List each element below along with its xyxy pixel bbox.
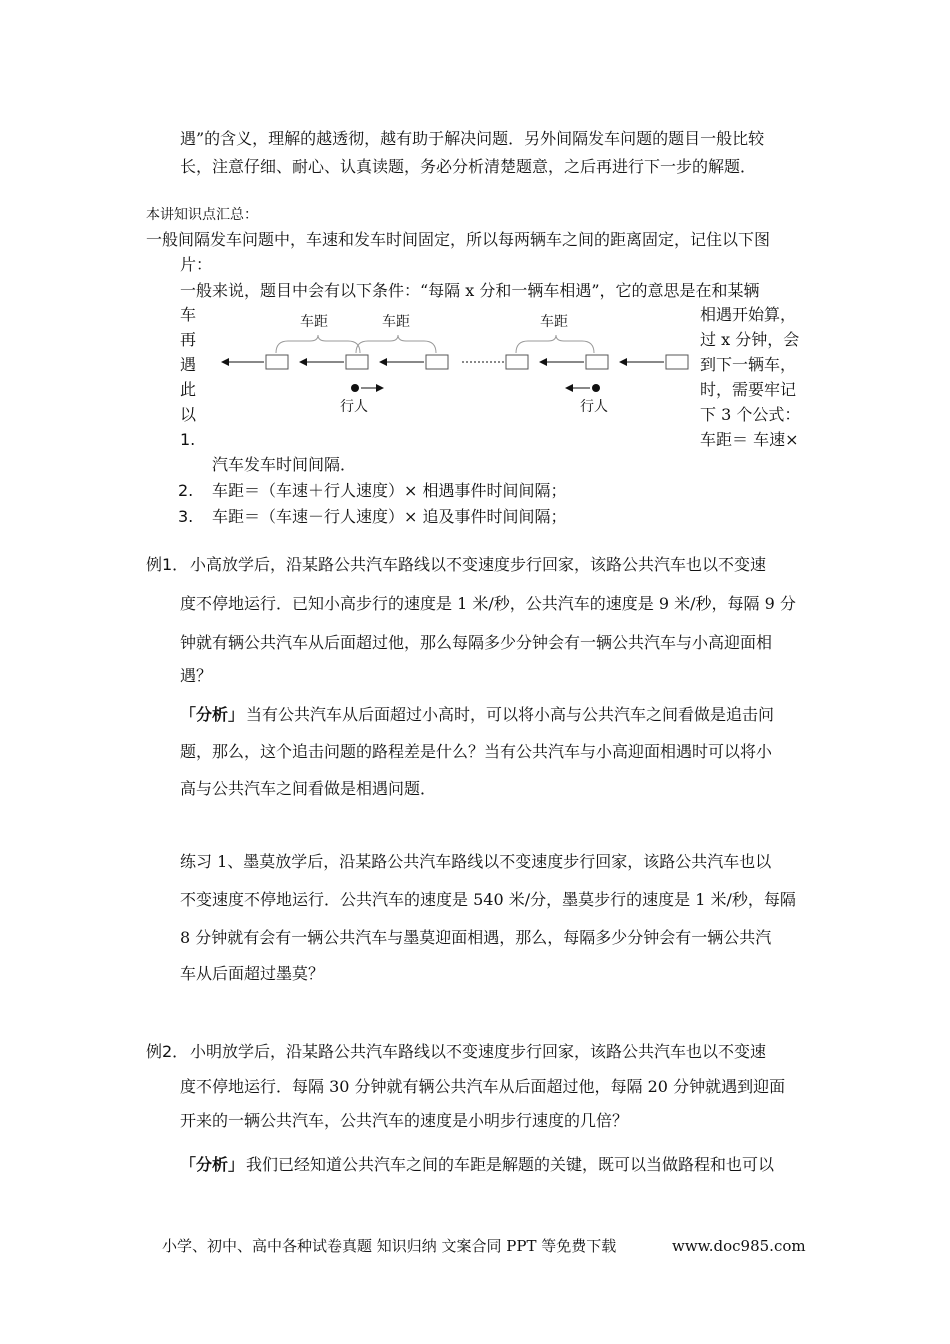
bus-4 xyxy=(506,355,528,369)
walker-label-2: 行人 xyxy=(580,399,608,415)
bus-3 xyxy=(426,355,448,369)
example-2-label: 例2． xyxy=(146,1042,189,1061)
left-col-char: 车 xyxy=(180,305,197,324)
example-2-line-3: 开来的一辆公共汽车，公共汽车的速度是小明步行速度的几倍？ xyxy=(180,1111,629,1130)
distance-brace-3 xyxy=(516,335,594,353)
example-1-label: 例1． xyxy=(146,555,189,574)
practice-1-line-1: 练习 1、墨莫放学后，沿某路公共汽车路线以不变速度步行回家，该路公共汽车也以 xyxy=(180,852,772,871)
example-1-analysis-line-1: 当有公共汽车从后面超过小高时，可以将小高与公共汽车之间看做是追击问 xyxy=(246,705,775,724)
formula-3-number: 3. xyxy=(178,507,194,526)
bus-5 xyxy=(586,355,608,369)
formula-1-continuation: 汽车发车时间间隔． xyxy=(212,455,357,474)
walker-dot-2 xyxy=(592,384,600,392)
formula-1-start: 车距＝ 车速× xyxy=(700,430,799,449)
footer-text: 小学、初中、高中各种试卷真题 知识归纳 文案合同 PPT 等免费下载 xyxy=(162,1237,617,1255)
bus-6 xyxy=(666,355,688,369)
practice-1-line-3: 8 分钟就有会有一辆公共汽车与墨莫迎面相遇，那么，每隔多少分钟会有一辆公共汽 xyxy=(180,928,772,947)
distance-label-2: 车距 xyxy=(382,314,410,330)
example-1-analysis-line-2: 题，那么，这个追击问题的路程差是什么？当有公共汽车与小高迎面相遇时可以将小 xyxy=(180,742,773,761)
distance-label-3: 车距 xyxy=(540,314,568,330)
distance-brace-1 xyxy=(276,335,360,353)
intro-line-2: 长，注意仔细、耐心、认真读题，务必分析清楚题意，之后再进行下一步的解题． xyxy=(180,157,757,176)
practice-1-line-4: 车从后面超过墨莫？ xyxy=(180,964,325,983)
summary-p2-line-1: 一般来说，题目中会有以下条件：“每隔 x 分和一辆车相遇”，它的意思是在和某辆 xyxy=(180,281,760,300)
left-col-char: 以 xyxy=(180,405,197,424)
example-2-analysis-line-1: 我们已经知道公共汽车之间的车距是解题的关键，既可以当做路程和也可以 xyxy=(246,1155,775,1174)
walker-dot-1 xyxy=(351,384,359,392)
bus-2 xyxy=(346,355,368,369)
example-1-line-2: 度不停地运行．已知小高步行的速度是 1 米/秒，公共汽车的速度是 9 米/秒，每隔 9 分 xyxy=(180,594,796,613)
formula-3: 车距＝（车速－行人速度）× 追及事件时间间隔； xyxy=(212,507,567,526)
bus-interval-diagram xyxy=(210,305,695,423)
example-2-analysis-tag: 「分析」 xyxy=(180,1155,245,1174)
walker-label-1: 行人 xyxy=(340,399,368,415)
example-2-line-2: 度不停地运行．每隔 30 分钟就有辆公共汽车从后面超过他，每隔 20 分钟就遇到迎面 xyxy=(180,1077,786,1096)
right-col-line: 下 3 个公式： xyxy=(700,405,801,424)
example-1-analysis-line-3: 高与公共汽车之间看做是相遇问题． xyxy=(180,779,437,798)
summary-p1-line-2: 片： xyxy=(180,255,213,274)
footer-url[interactable]: www.doc985.com xyxy=(672,1237,806,1255)
left-col-char: 遇 xyxy=(180,355,197,374)
example-2-line-1: 小明放学后，沿某路公共汽车路线以不变速度步行回家，该路公共汽车也以不变速 xyxy=(190,1042,767,1061)
right-col-line: 时，需要牢记 xyxy=(700,380,797,399)
bus-1 xyxy=(266,355,288,369)
right-col-line: 相遇开始算， xyxy=(700,305,797,324)
formula-2-number: 2. xyxy=(178,481,194,500)
example-1-analysis-tag: 「分析」 xyxy=(180,705,245,724)
right-col-line: 过 x 分钟，会 xyxy=(700,330,800,349)
left-col-char: 再 xyxy=(180,330,197,349)
example-1-line-4: 遇？ xyxy=(180,666,213,685)
right-col-line: 到下一辆车， xyxy=(700,355,797,374)
distance-label-1: 车距 xyxy=(300,314,328,330)
example-1-line-1: 小高放学后，沿某路公共汽车路线以不变速度步行回家，该路公共汽车也以不变速 xyxy=(190,555,767,574)
intro-line-1: 遇”的含义，理解的越透彻，越有助于解决问题．另外间隔发车问题的题目一般比较 xyxy=(180,129,765,148)
formula-2: 车距＝（车速＋行人速度）× 相遇事件时间间隔； xyxy=(212,481,567,500)
practice-1-line-2: 不变速度不停地运行．公共汽车的速度是 540 米/分，墨莫步行的速度是 1 米/秒，每隔 xyxy=(180,890,796,909)
left-col-char: 此 xyxy=(180,380,197,399)
formula-1-number: 1. xyxy=(180,430,196,449)
summary-p1-line-1: 一般间隔发车问题中，车速和发车时间固定，所以每两辆车之间的距离固定，记住以下图 xyxy=(146,230,771,249)
distance-brace-2 xyxy=(356,335,436,353)
example-1-line-3: 钟就有辆公共汽车从后面超过他，那么每隔多少分钟会有一辆公共汽车与小高迎面相 xyxy=(180,633,773,652)
summary-heading: 本讲知识点汇总： xyxy=(146,207,258,223)
